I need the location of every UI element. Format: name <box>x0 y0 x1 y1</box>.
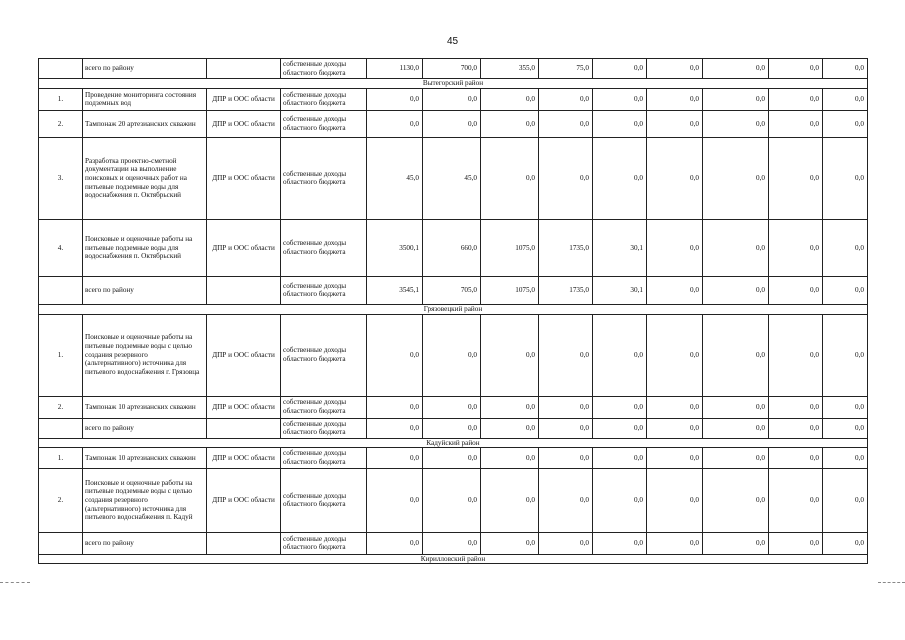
executor <box>207 532 281 554</box>
funding-source: собственные доходы областного бюджета <box>281 532 367 554</box>
row-number <box>39 532 83 554</box>
page-edge-mark <box>0 582 30 583</box>
executor: ДПР и ООС области <box>207 110 281 137</box>
total-row <box>39 418 868 438</box>
amount-cell: 0,0 <box>647 219 703 276</box>
executor: ДПР и ООС области <box>207 219 281 276</box>
amount-cell: 0,0 <box>823 59 868 79</box>
amount-cell: 1735,0 <box>539 276 593 304</box>
activity-name: Поисковые и оценочные работы на питьевые подземные воды для водоснабжения п. Октябрьский <box>83 219 207 276</box>
amount-cell: 0,0 <box>539 137 593 219</box>
amount-cell: 0,0 <box>769 314 823 396</box>
executor: ДПР и ООС области <box>207 448 281 468</box>
amount-cell: 0,0 <box>481 532 539 554</box>
amount-cell: 0,0 <box>769 532 823 554</box>
activity-name: Тампонаж 10 артезианских скважин <box>83 448 207 468</box>
amount-cell: 0,0 <box>823 219 868 276</box>
amount-cell: 0,0 <box>769 219 823 276</box>
activity-name: Тампонаж 20 артезианских скважин <box>83 110 207 137</box>
amount-cell: 0,0 <box>481 448 539 468</box>
amount-cell: 0,0 <box>823 137 868 219</box>
amount-cell: 0,0 <box>423 314 481 396</box>
amount-cell: 0,0 <box>593 314 647 396</box>
amount-cell: 0,0 <box>593 468 647 532</box>
funding-source: собственные доходы областного бюджета <box>281 110 367 137</box>
amount-cell: 0,0 <box>481 137 539 219</box>
executor: ДПР и ООС области <box>207 314 281 396</box>
amount-cell: 0,0 <box>769 110 823 137</box>
amount-cell: 30,1 <box>593 219 647 276</box>
activity-name: Разработка проектно-сметной документации на выполнение поисковых и оценочных работ на питьевые подземные воды для водоснабжения п. Октябрьский <box>83 137 207 219</box>
amount-cell: 0,0 <box>823 468 868 532</box>
amount-cell: 0,0 <box>481 110 539 137</box>
page-number: 45 <box>446 36 459 47</box>
amount-cell: 0,0 <box>423 396 481 418</box>
funding-source: собственные доходы областного бюджета <box>281 88 367 110</box>
amount-cell: 0,0 <box>593 448 647 468</box>
executor: ДПР и ООС области <box>207 88 281 110</box>
executor: ДПР и ООС области <box>207 396 281 418</box>
row-number <box>39 59 83 79</box>
amount-cell: 0,0 <box>769 468 823 532</box>
activity-name: Проведение мониторинга состояния подземных вод <box>83 88 207 110</box>
amount-cell: 0,0 <box>539 532 593 554</box>
row-number: 2. <box>39 396 83 418</box>
row-number <box>39 276 83 304</box>
activity-name: Поисковые и оценочные работы на питьевые подземные воды с целью создания резервного (альтернативного) источника для питьевого водоснабжения п. Кадуй <box>83 468 207 532</box>
amount-cell: 700,0 <box>423 59 481 79</box>
table-row <box>39 110 868 137</box>
amount-cell: 0,0 <box>769 448 823 468</box>
amount-cell: 1075,0 <box>481 219 539 276</box>
amount-cell: 0,0 <box>423 418 481 438</box>
amount-cell: 0,0 <box>703 532 769 554</box>
district-header-row <box>39 304 868 314</box>
district-header-row <box>39 438 868 448</box>
budget-table <box>38 58 868 564</box>
amount-cell: 0,0 <box>647 110 703 137</box>
amount-cell: 0,0 <box>367 448 423 468</box>
executor <box>207 59 281 79</box>
amount-cell: 0,0 <box>647 468 703 532</box>
amount-cell: 0,0 <box>481 418 539 438</box>
amount-cell: 0,0 <box>593 137 647 219</box>
amount-cell: 0,0 <box>539 448 593 468</box>
funding-source: собственные доходы областного бюджета <box>281 137 367 219</box>
activity-name: всего по району <box>83 532 207 554</box>
activity-name: всего по району <box>83 418 207 438</box>
table-row <box>39 137 868 219</box>
amount-cell: 0,0 <box>367 88 423 110</box>
district-name: Кадуйский район <box>39 438 868 448</box>
amount-cell: 0,0 <box>823 418 868 438</box>
amount-cell: 1075,0 <box>481 276 539 304</box>
amount-cell: 0,0 <box>539 88 593 110</box>
amount-cell: 0,0 <box>593 396 647 418</box>
amount-cell: 0,0 <box>769 137 823 219</box>
amount-cell: 0,0 <box>367 110 423 137</box>
table-row <box>39 314 868 396</box>
executor <box>207 418 281 438</box>
amount-cell: 0,0 <box>823 532 868 554</box>
amount-cell: 0,0 <box>823 314 868 396</box>
amount-cell: 0,0 <box>539 314 593 396</box>
activity-name: Поисковые и оценочные работы на питьевые подземные воды с целью создания резервного (альтернативного) источника для питьевого водоснабжения г. Грязовца <box>83 314 207 396</box>
amount-cell: 660,0 <box>423 219 481 276</box>
funding-source: собственные доходы областного бюджета <box>281 219 367 276</box>
row-number <box>39 418 83 438</box>
amount-cell: 0,0 <box>367 532 423 554</box>
amount-cell: 0,0 <box>823 276 868 304</box>
amount-cell: 0,0 <box>769 418 823 438</box>
amount-cell: 0,0 <box>593 59 647 79</box>
amount-cell: 3545,1 <box>367 276 423 304</box>
amount-cell: 0,0 <box>703 468 769 532</box>
amount-cell: 0,0 <box>703 110 769 137</box>
funding-source: собственные доходы областного бюджета <box>281 396 367 418</box>
amount-cell: 0,0 <box>647 88 703 110</box>
amount-cell: 1735,0 <box>539 219 593 276</box>
table-row <box>39 468 868 532</box>
page-edge-mark <box>878 582 905 583</box>
amount-cell: 0,0 <box>423 110 481 137</box>
amount-cell: 0,0 <box>481 88 539 110</box>
amount-cell: 0,0 <box>703 314 769 396</box>
row-number: 2. <box>39 110 83 137</box>
funding-source: собственные доходы областного бюджета <box>281 314 367 396</box>
amount-cell: 0,0 <box>367 396 423 418</box>
amount-cell: 0,0 <box>769 396 823 418</box>
amount-cell: 0,0 <box>823 448 868 468</box>
amount-cell: 0,0 <box>823 110 868 137</box>
amount-cell: 0,0 <box>647 314 703 396</box>
activity-name: Тампонаж 10 артезианских скважин <box>83 396 207 418</box>
total-row <box>39 59 868 79</box>
amount-cell: 705,0 <box>423 276 481 304</box>
district-name: Грязовецкий район <box>39 304 868 314</box>
executor <box>207 276 281 304</box>
row-number: 3. <box>39 137 83 219</box>
amount-cell: 0,0 <box>703 418 769 438</box>
total-row <box>39 276 868 304</box>
amount-cell: 0,0 <box>823 88 868 110</box>
funding-source: собственные доходы областного бюджета <box>281 448 367 468</box>
amount-cell: 0,0 <box>539 396 593 418</box>
amount-cell: 0,0 <box>647 276 703 304</box>
amount-cell: 0,0 <box>481 468 539 532</box>
activity-name: всего по району <box>83 59 207 79</box>
amount-cell: 0,0 <box>423 448 481 468</box>
amount-cell: 0,0 <box>593 88 647 110</box>
amount-cell: 0,0 <box>593 532 647 554</box>
amount-cell: 3500,1 <box>367 219 423 276</box>
amount-cell: 0,0 <box>481 396 539 418</box>
funding-source: собственные доходы областного бюджета <box>281 418 367 438</box>
amount-cell: 0,0 <box>647 532 703 554</box>
amount-cell: 0,0 <box>539 418 593 438</box>
table-row <box>39 88 868 110</box>
amount-cell: 0,0 <box>593 418 647 438</box>
amount-cell: 355,0 <box>481 59 539 79</box>
amount-cell: 30,1 <box>593 276 647 304</box>
amount-cell: 0,0 <box>367 468 423 532</box>
amount-cell: 0,0 <box>539 110 593 137</box>
activity-name: всего по району <box>83 276 207 304</box>
amount-cell: 0,0 <box>423 468 481 532</box>
amount-cell: 0,0 <box>823 396 868 418</box>
amount-cell: 75,0 <box>539 59 593 79</box>
amount-cell: 0,0 <box>769 88 823 110</box>
total-row <box>39 532 868 554</box>
funding-source: собственные доходы областного бюджета <box>281 468 367 532</box>
district-name: Кирилловский район <box>39 554 868 564</box>
amount-cell: 0,0 <box>423 532 481 554</box>
amount-cell: 0,0 <box>703 276 769 304</box>
row-number: 1. <box>39 88 83 110</box>
amount-cell: 45,0 <box>423 137 481 219</box>
amount-cell: 0,0 <box>769 276 823 304</box>
amount-cell: 0,0 <box>593 110 647 137</box>
row-number: 4. <box>39 219 83 276</box>
amount-cell: 0,0 <box>703 88 769 110</box>
table-row <box>39 396 868 418</box>
row-number: 1. <box>39 314 83 396</box>
executor: ДПР и ООС области <box>207 137 281 219</box>
funding-source: собственные доходы областного бюджета <box>281 276 367 304</box>
district-header-row <box>39 79 868 89</box>
amount-cell: 0,0 <box>703 219 769 276</box>
amount-cell: 0,0 <box>703 59 769 79</box>
amount-cell: 1130,0 <box>367 59 423 79</box>
amount-cell: 0,0 <box>539 468 593 532</box>
district-name: Вытегорский район <box>39 79 868 89</box>
table-row <box>39 448 868 468</box>
amount-cell: 0,0 <box>367 418 423 438</box>
amount-cell: 0,0 <box>481 314 539 396</box>
row-number: 1. <box>39 448 83 468</box>
executor: ДПР и ООС области <box>207 468 281 532</box>
amount-cell: 0,0 <box>703 137 769 219</box>
amount-cell: 0,0 <box>423 88 481 110</box>
amount-cell: 0,0 <box>647 137 703 219</box>
district-header-row <box>39 554 868 564</box>
row-number: 2. <box>39 468 83 532</box>
amount-cell: 0,0 <box>647 418 703 438</box>
table-row <box>39 219 868 276</box>
amount-cell: 0,0 <box>703 448 769 468</box>
amount-cell: 45,0 <box>367 137 423 219</box>
amount-cell: 0,0 <box>647 396 703 418</box>
amount-cell: 0,0 <box>367 314 423 396</box>
funding-source: собственные доходы областного бюджета <box>281 59 367 79</box>
amount-cell: 0,0 <box>647 448 703 468</box>
amount-cell: 0,0 <box>769 59 823 79</box>
amount-cell: 0,0 <box>703 396 769 418</box>
amount-cell: 0,0 <box>647 59 703 79</box>
